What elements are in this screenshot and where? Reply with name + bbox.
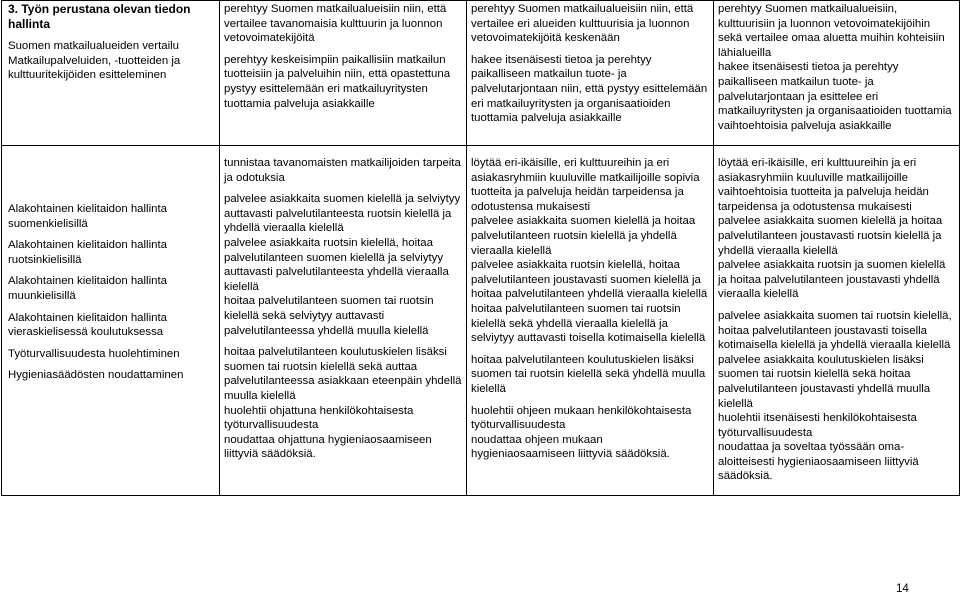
- criterion-text: hoitaa palvelutilanteen koulutuskielen lisäksi suomen tai ruotsin kielellä sekä yhdellä muulla kielellä: [471, 353, 706, 395]
- criterion-text: hoitaa palvelutilanteen suomen tai ruotsin kielellä sekä selviytyy auttavasti palvelutilanteessa yhdellä muulla kielellä: [224, 295, 434, 337]
- criteria-row: [2, 146, 960, 496]
- criteria-label: Alakohtainen kielitaidon hallinta ruotsinkielisillä: [8, 239, 167, 266]
- criteria-label: Alakohtainen kielitaidon hallinta vieraskielisessä koulutuksessa: [8, 311, 167, 339]
- criterion-text: hoitaa palvelutilanteen koulutuskielen lisäksi suomen tai ruotsin kielellä sekä auttaa palvelutilanteessa asiakkaan eteenpäin yhdellä muulla kielellä: [224, 346, 462, 402]
- section-title: 3. Työn perustana olevan tiedon hallinta: [8, 2, 191, 31]
- criteria-labels-cell: [2, 146, 220, 496]
- criterion-text: hakee itsenäisesti tietoa ja perehtyy paikalliseen matkailun tuote- ja palvelutarjontaan niin, että pystyy esittelemään eri matkailuyritysten ja organisaatioiden tuottamia palveluja asiakkaille: [471, 53, 708, 125]
- criterion-text: palvelee asiakkaita suomen kielellä ja selviytyy auttavasti palvelutilanteesta ruotsin kielellä ja yhdellä vieraalla kielellä: [224, 193, 461, 235]
- criteria-label: Työturvallisuudesta huolehtiminen: [8, 347, 180, 360]
- criterion-text: perehtyy Suomen matkailualueisiin niin, että vertailee eri alueiden kulttuurisia ja luonnon vetovoimatekijöitä keskenään: [471, 3, 694, 45]
- level-1-cell: [220, 1, 467, 146]
- criteria-label: Hygieniasäädösten noudattaminen: [8, 369, 184, 382]
- criterion-text: huolehtii ohjattuna henkilökohtaisesta työturvallisuudesta: [224, 404, 414, 432]
- level-2-criteria-cell: [467, 146, 714, 496]
- topic-cell: [2, 1, 220, 146]
- criterion-text: hakee itsenäisesti tietoa ja perehtyy paikalliseen matkailun tuote- ja palvelutarjontaan ja esittelee eri matkailuyritysten ja organisaatioiden tuottamia vaihtoehtoisia palveluja asiakkaille: [718, 61, 952, 132]
- topic-line: Suomen matkailualueiden vertailu: [8, 40, 179, 52]
- criterion-text: noudattaa ohjattuna hygieniaosaamiseen liittyviä säädöksiä.: [224, 433, 432, 461]
- criteria-label: Alakohtainen kielitaidon hallinta suomenkielisillä: [8, 203, 167, 230]
- level-1-criteria-cell: [220, 146, 467, 496]
- criterion-text: palvelee asiakkaita koulutuskielen lisäksi suomen tai ruotsin kielellä sekä hoitaa palvelutilanteen joustavasti yhdellä muulla kielellä: [718, 353, 931, 410]
- criterion-text: perehtyy Suomen matkailualueisiin niin, että vertailee tavanomaisia kulttuurin ja luonnon vetovoimatekijöitä: [224, 3, 447, 45]
- level-3-criteria-cell: [714, 146, 960, 496]
- header-row: [2, 1, 960, 146]
- level-2-cell: [467, 1, 714, 146]
- criterion-text: palvelee asiakkaita ruotsin ja suomen kielellä ja hoitaa palvelutilanteen joustavasti yhdellä vieraalla kielellä: [718, 259, 946, 301]
- page-number: 14: [896, 583, 909, 595]
- criterion-text: huolehtii ohjeen mukaan henkilökohtaisesta työturvallisuudesta: [471, 404, 692, 432]
- criterion-text: noudattaa ohjeen mukaan hygieniaosaamiseen liittyviä säädöksiä.: [471, 433, 670, 461]
- topic-line: Matkailupalveluiden, -tuotteiden ja kulttuuritekijöiden esitteleminen: [8, 54, 181, 82]
- criterion-text: löytää eri-ikäisille, eri kulttuureihin ja eri asiakasryhmiin kuuluville matkailijoille vaihtoehtoisia tuotteita ja palveluja heidän tarpeidensa ja odotustensa mukaisesti: [718, 157, 929, 213]
- criterion-text: noudattaa ja soveltaa työssään oma-aloitteisesti hygieniaosaamiseen liittyviä säädöksiä.: [718, 441, 919, 483]
- criterion-text: löytää eri-ikäisille, eri kulttuureihin ja eri asiakasryhmiin kuuluville matkailijoille sopivia tuotteita ja palveluja heidän tarpeidensa ja odotustensa mukaisesti: [471, 157, 700, 213]
- criteria-label: Alakohtainen kielitaidon hallinta muunkielisillä: [8, 275, 167, 302]
- criterion-text: palvelee asiakkaita ruotsin kielellä, hoitaa palvelutilanteen suomen kielellä ja selviytyy auttavasti palvelutilanteesta yhdellä vieraalla kielellä: [224, 236, 449, 293]
- criterion-text: perehtyy keskeisimpiin paikallisiin matkailun tuotteisiin ja palveluihin niin, että opastettuna pystyy esittelemään eri matkailuyritysten tuottamia palveluja asiakkaille: [224, 53, 451, 110]
- criterion-text: palvelee asiakkaita ruotsin kielellä, hoitaa palvelutilanteen joustavasti suomen kielellä ja hoitaa palvelutilanteen yhdellä vieraalla kielellä: [471, 259, 708, 301]
- level-3-cell: [714, 1, 960, 146]
- criterion-text: tunnistaa tavanomaisten matkailijoiden tarpeita ja odotuksia: [224, 157, 461, 184]
- criterion-text: palvelee asiakkaita suomen kielellä ja hoitaa palvelutilanteen ruotsin kielellä ja yhdellä vieraalla kielellä: [471, 215, 696, 257]
- criterion-text: perehtyy Suomen matkailualueisiin, kulttuurisiin ja luonnon vetovoimatekijöihin sekä vertailee omaa aluetta muihin kohteisiin lähialueilla: [718, 3, 945, 59]
- assessment-table: [1, 0, 960, 496]
- criterion-text: huolehtii itsenäisesti henkilökohtaisesta työturvallisuudesta: [718, 412, 917, 439]
- criterion-text: hoitaa palvelutilanteen suomen tai ruotsin kielellä sekä yhdellä vieraalla kielellä ja selviytyy auttavasti toisella kotimaisella kielellä: [471, 302, 706, 345]
- criterion-text: palvelee asiakkaita suomen tai ruotsin kielellä, hoitaa palvelutilanteen joustavasti toisella kotimaisella kielellä ja yhdellä vieraalla kielellä: [718, 309, 952, 352]
- criterion-text: palvelee asiakkaita suomen kielellä ja hoitaa palvelutilanteen joustavasti ruotsin kielellä ja yhdellä vieraalla kielellä: [718, 215, 943, 257]
